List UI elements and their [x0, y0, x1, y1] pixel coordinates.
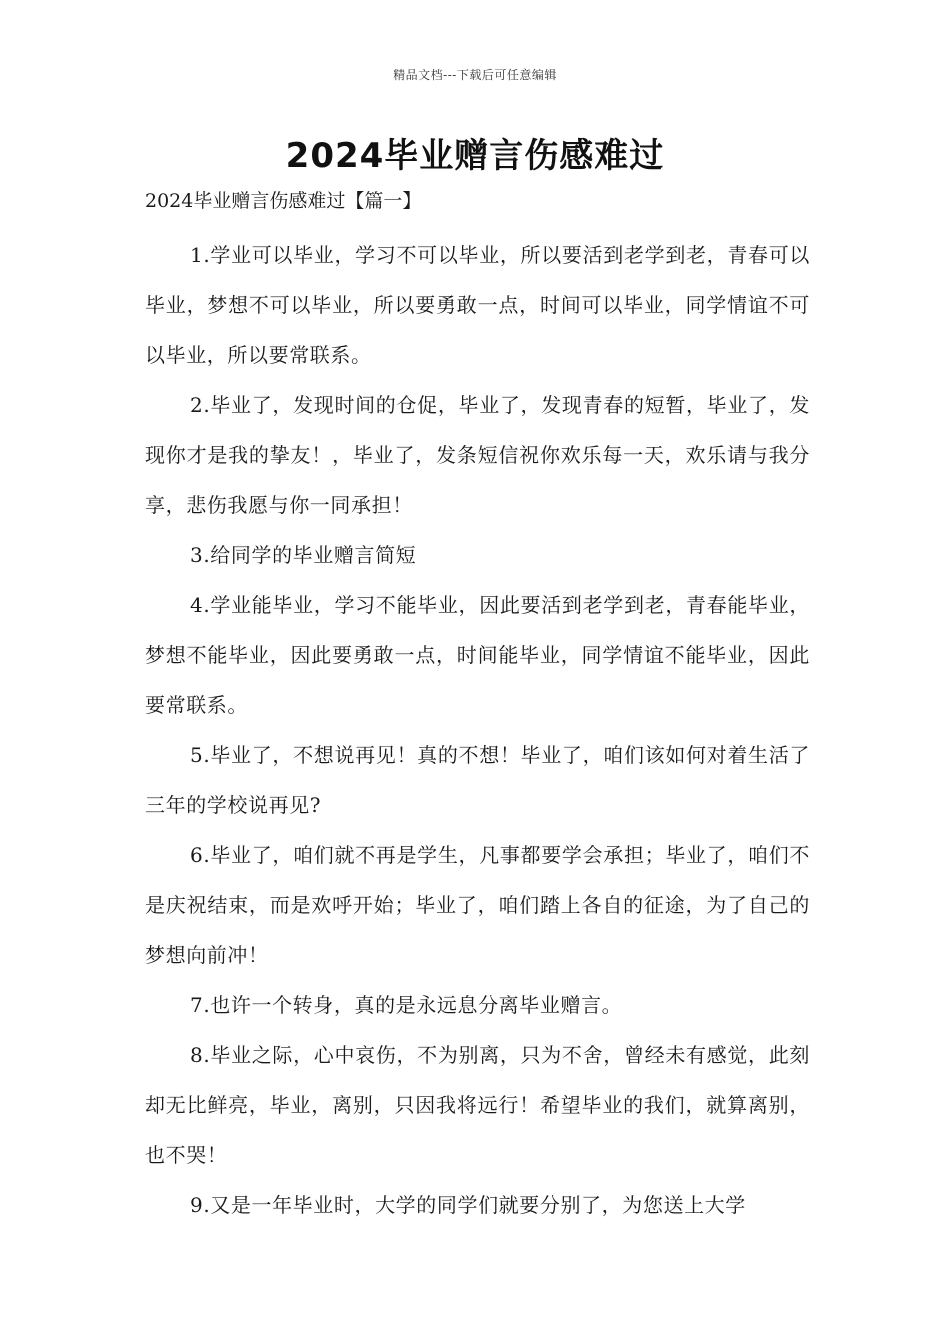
paragraph-6: 6.毕业了，咱们就不再是学生，凡事都要学会承担；毕业了，咱们不是庆祝结束，而是欢呼开始；毕业了，咱们踏上各自的征途，为了自己的梦想向前冲！: [145, 843, 810, 967]
paragraph-5: 5.毕业了，不想说再见！真的不想！毕业了，咱们该如何对着生活了三年的学校说再见?: [145, 743, 810, 817]
paragraph-2: 2.毕业了，发现时间的仓促，毕业了，发现青春的短暂，毕业了，发现你才是我的挚友！，毕业了，发条短信祝你欢乐每一天，欢乐请与我分享，悲伤我愿与你一同承担！: [145, 393, 810, 517]
paragraph-4: 4.学业能毕业，学习不能毕业，因此要活到老学到老，青春能毕业，梦想不能毕业，因此要勇敢一点，时间能毕业，同学情谊不能毕业，因此要常联系。: [145, 593, 810, 717]
document-body: [145, 230, 810, 1230]
header-note: 精品文档---下载后可任意编辑: [393, 68, 557, 82]
paragraph-1: 1.学业可以毕业，学习不可以毕业，所以要活到老学到老，青春可以毕业，梦想不可以毕业，所以要勇敢一点，时间可以毕业，同学情谊不可以毕业，所以要常联系。: [145, 243, 810, 367]
section-heading: 2024毕业赠言伤感难过【篇一】: [145, 190, 422, 212]
document-title: 2024毕业赠言伤感难过: [285, 136, 665, 176]
paragraph-9: 9.又是一年毕业时，大学的同学们就要分别了，为您送上大学: [190, 1193, 746, 1217]
paragraph-7: 7.也许一个转身，真的是永远息分离毕业赠言。: [190, 993, 623, 1017]
paragraph-3: 3.给同学的毕业赠言简短: [190, 543, 417, 567]
paragraph-8: 8.毕业之际，心中哀伤，不为别离，只为不舍，曾经未有感觉，此刻却无比鲜亮，毕业，离别，只因我将远行！希望毕业的我们，就算离别，也不哭！: [145, 1043, 810, 1167]
